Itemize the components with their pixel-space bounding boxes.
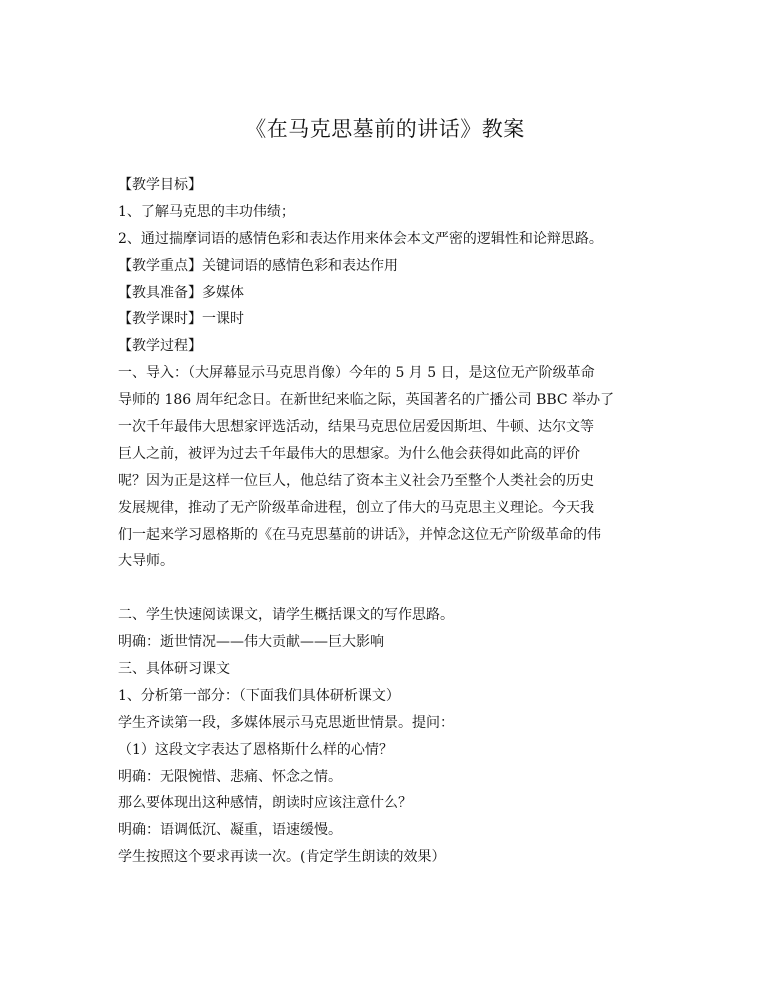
text-line: 导师的 186 周年纪念日。在新世纪来临之际，英国著名的广播公司 BBC 举办了 <box>118 392 615 409</box>
text-line: 学生齐读第一段，多媒体展示马克思逝世情景。提问： <box>118 714 454 731</box>
text-line: 一次千年最伟大思想家评选活动，结果马克思位居爱因斯坦、牛顿、达尔文等 <box>118 419 594 436</box>
document-body <box>118 172 658 871</box>
text-line: 二、学生快速阅读课文，请学生概括课文的写作思路。 <box>118 607 454 624</box>
text-line: 1、分析第一部分：（下面我们具体研析课文） <box>118 687 400 704</box>
text-line: 学生按照这个要求再读一次。(肯定学生朗读的效果） <box>118 849 446 866</box>
text-line: 2、通过揣摩词语的感情色彩和表达作用来体会本文严密的逻辑性和论辩思路。 <box>118 230 603 247</box>
text-line: 明确：语调低沉、凝重，语速缓慢。 <box>118 822 342 839</box>
text-line: 【教学目标】 <box>118 177 202 193</box>
text-line: 【教学课时】一课时 <box>118 311 244 328</box>
text-line: 那么要体现出这种感情，朗读时应该注意什么？ <box>118 795 412 812</box>
text-line: 1、了解马克思的丰功伟绩； <box>118 203 295 220</box>
blank-line <box>118 575 658 602</box>
text-line: 【教学重点】关键词语的感情色彩和表达作用 <box>118 257 398 274</box>
document-title: 《在马克思墓前的讲话》教案 <box>245 117 525 141</box>
text-line: 发展规律，推动了无产阶级革命进程，创立了伟大的马克思主义理论。今天我 <box>118 499 594 516</box>
text-line: 呢？因为正是这样一位巨人，他总结了资本主义社会乃至整个人类社会的历史 <box>118 472 594 489</box>
text-line: 【教学过程】 <box>118 338 202 355</box>
text-line: 们一起来学习恩格斯的《在马克思墓前的讲话》，并悼念这位无产阶级革命的伟 <box>118 526 601 543</box>
text-line: 【教具准备】多媒体 <box>118 284 244 301</box>
text-line: 明确：无限惋惜、悲痛、怀念之情。 <box>118 768 342 785</box>
text-line: 明确：逝世情况——伟大贡献——巨大影响 <box>118 634 384 651</box>
text-line: （1）这段文字表达了恩格斯什么样的心情？ <box>118 741 393 758</box>
text-line: 巨人之前，被评为过去千年最伟大的思想家。为什么他会获得如此高的评价 <box>118 445 580 462</box>
text-line: 一、导入：（大屏幕显示马克思肖像）今年的 5 月 5 日，是这位无产阶级革命 <box>118 365 595 382</box>
text-line: 大导师。 <box>118 553 174 570</box>
text-line: 三、具体研习课文 <box>118 661 230 678</box>
